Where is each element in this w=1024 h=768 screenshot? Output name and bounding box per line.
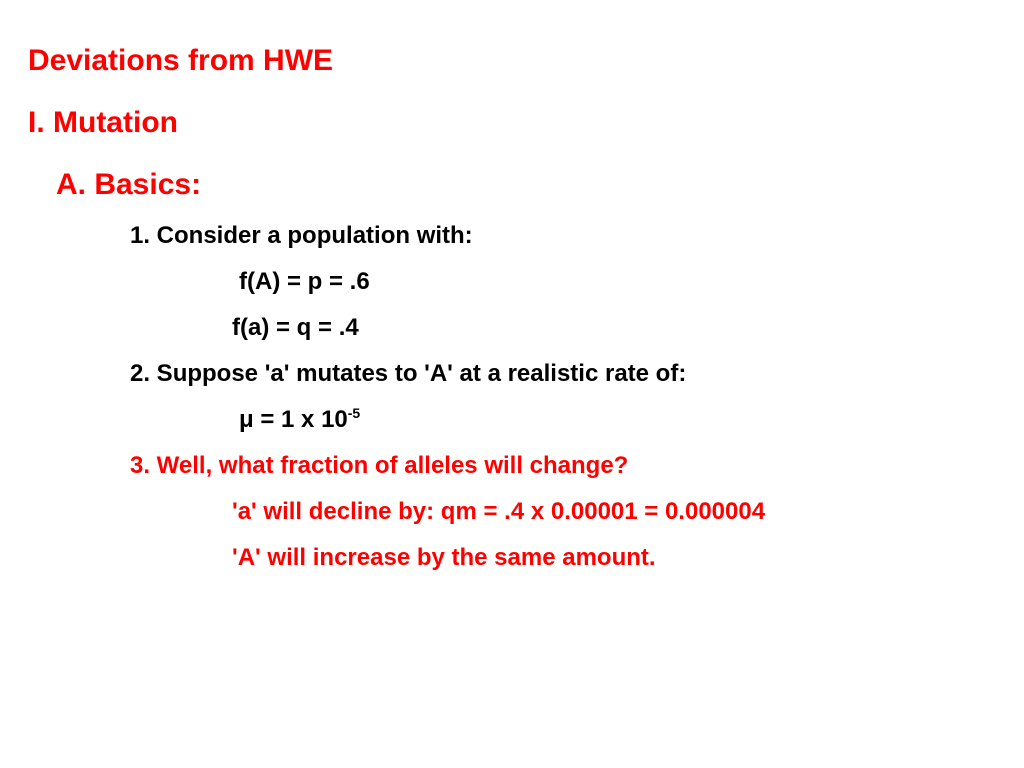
mutation-rate [239, 405, 361, 433]
frequency-a: f(a) = q = .4 [232, 314, 359, 341]
frequency-A: f(A) = p = .6 [239, 268, 370, 295]
slide-title: Deviations from HWE [28, 44, 334, 77]
section-heading: I. Mutation [28, 106, 178, 139]
subsection-heading: A. Basics: [56, 168, 202, 201]
point-3: 3. Well, what fraction of alleles will change? [130, 452, 629, 479]
increase-statement: 'A' will increase by the same amount. [232, 544, 656, 571]
point-2: 2. Suppose 'a' mutates to 'A' at a realistic rate of: [130, 360, 687, 387]
mutation-rate-base: μ = 1 x 10 [239, 406, 348, 433]
mutation-rate-exponent: -5 [347, 405, 361, 421]
decline-statement: 'a' will decline by: qm = .4 x 0.00001 = 0.000004 [232, 498, 766, 525]
point-1: 1. Consider a population with: [130, 222, 473, 249]
